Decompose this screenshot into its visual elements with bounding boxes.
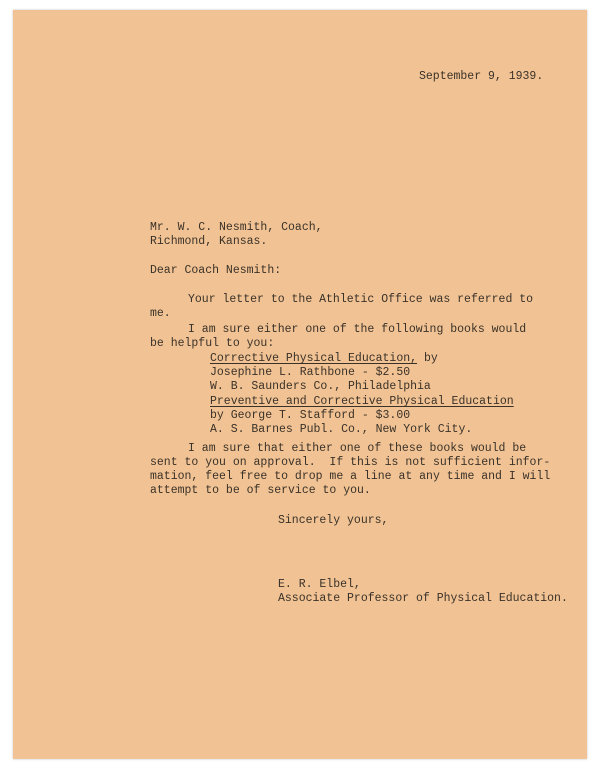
closing: Sincerely yours, xyxy=(278,514,389,527)
book-2-title: Preventive and Corrective Physical Education xyxy=(210,395,514,408)
paragraph-3-line4: attempt to be of service to you. xyxy=(150,484,371,497)
paragraph-2-line1: I am sure either one of the following books would xyxy=(188,323,527,336)
paragraph-3-line2: sent to you on approval. If this is not sufficient infor- xyxy=(150,456,551,469)
book-2-publisher: A. S. Barnes Publ. Co., New York City. xyxy=(210,423,473,436)
book-1-author-price: Josephine L. Rathbone - $2.50 xyxy=(210,366,411,379)
recipient-address-line2: Richmond, Kansas. xyxy=(150,235,268,248)
signature-name: E. R. Elbel, xyxy=(278,578,361,591)
book-2-author-price: by George T. Stafford - $3.00 xyxy=(210,409,411,422)
paragraph-1-line1: Your letter to the Athletic Office was referred to xyxy=(188,293,534,306)
signature-title: Associate Professor of Physical Education. xyxy=(278,592,568,605)
paragraph-2-line2: be helpful to you: xyxy=(150,337,275,350)
letter-paper xyxy=(13,10,587,759)
salutation: Dear Coach Nesmith: xyxy=(150,264,282,277)
paragraph-3-line1: I am sure that either one of these books would be xyxy=(188,442,527,455)
book-1-title-line xyxy=(210,352,438,366)
paragraph-1-line2: me. xyxy=(150,307,171,320)
book-1-title: Corrective Physical Education, xyxy=(210,352,418,365)
letter-date: September 9, 1939. xyxy=(419,70,544,83)
book-1-title-suffix: by xyxy=(417,352,438,365)
paragraph-3-line3: mation, feel free to drop me a line at any time and I will xyxy=(150,470,551,483)
recipient-address-line1: Mr. W. C. Nesmith, Coach, xyxy=(150,221,323,234)
book-1-publisher: W. B. Saunders Co., Philadelphia xyxy=(210,380,431,393)
book-2-title-line xyxy=(210,395,514,409)
